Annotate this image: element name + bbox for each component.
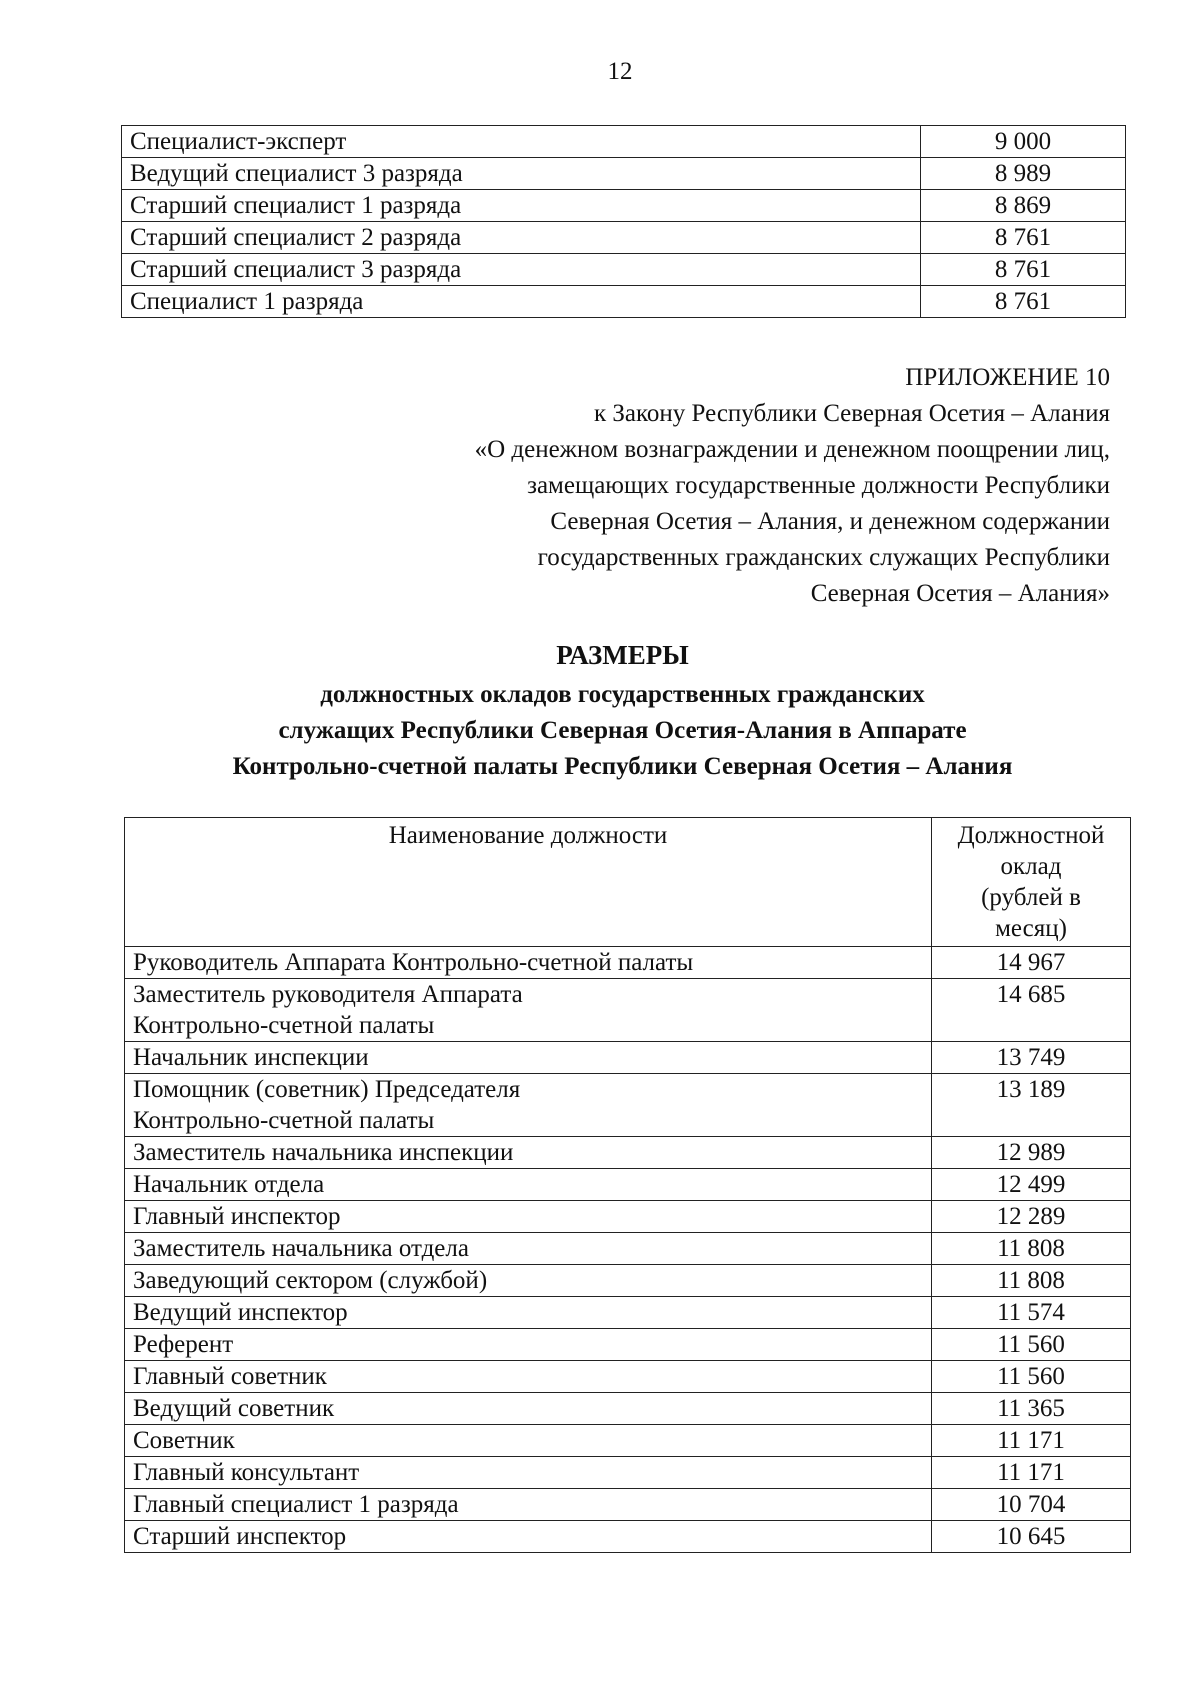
position-cell	[125, 1201, 932, 1233]
position-line: Главный инспектор	[133, 1203, 341, 1230]
salary-cell: 10 704	[932, 1489, 1131, 1521]
salary-cell: 13 189	[932, 1074, 1131, 1137]
table-row	[122, 158, 1126, 190]
header-salary-line: месяц)	[995, 915, 1067, 942]
position-cell: Ведущий специалист 3 разряда	[122, 158, 921, 190]
header-position: Наименование должности	[125, 818, 932, 947]
salary-cell: 8 761	[921, 286, 1126, 318]
salary-cell: 14 967	[932, 947, 1131, 979]
salary-cell: 11 171	[932, 1457, 1131, 1489]
title-heading: РАЗМЕРЫ	[556, 640, 689, 670]
table-row	[125, 1329, 1131, 1361]
table-row	[125, 1297, 1131, 1329]
header-salary-line: оклад	[1000, 853, 1062, 880]
salary-cell: 11 560	[932, 1361, 1131, 1393]
appendix-line: ПРИЛОЖЕНИЕ 10	[905, 364, 1110, 391]
position-cell	[125, 979, 932, 1042]
appendix-line: «О денежном вознаграждении и денежном поощрении лиц,	[474, 436, 1110, 463]
position-cell	[125, 1265, 932, 1297]
position-line: Главный консультант	[133, 1459, 360, 1486]
salary-cell: 8 761	[921, 222, 1126, 254]
table-row	[125, 1233, 1131, 1265]
top-salary-table	[121, 125, 1126, 318]
salary-cell: 11 574	[932, 1297, 1131, 1329]
title-line: Контрольно-счетной палаты Республики Северная Осетия – Алания	[232, 753, 1013, 780]
page-number: 12	[607, 58, 633, 85]
table-row	[125, 1265, 1131, 1297]
table-row	[125, 979, 1131, 1042]
position-cell	[125, 1074, 932, 1137]
table-row	[122, 126, 1126, 158]
appendix-line: замещающих государственные должности Республики	[527, 472, 1110, 499]
position-line: Главный специалист 1 разряда	[133, 1491, 459, 1518]
table-row	[125, 1393, 1131, 1425]
position-cell	[125, 1169, 932, 1201]
table-row	[125, 1042, 1131, 1074]
salary-cell: 14 685	[932, 979, 1131, 1042]
salary-cell: 12 499	[932, 1169, 1131, 1201]
table-row	[125, 1137, 1131, 1169]
position-cell	[125, 1521, 932, 1553]
position-line: Главный советник	[133, 1363, 327, 1390]
salary-cell: 11 808	[932, 1233, 1131, 1265]
header-salary-line: (рублей в	[981, 884, 1081, 911]
position-line: Начальник инспекции	[133, 1044, 369, 1071]
position-cell	[125, 1393, 932, 1425]
main-salary-table	[124, 817, 1131, 1553]
title-line: служащих Республики Северная Осетия-Алания в Аппарате	[278, 717, 967, 744]
position-line: Заместитель руководителя Аппарата	[133, 981, 523, 1008]
salary-cell: 12 289	[932, 1201, 1131, 1233]
appendix-line: государственных гражданских служащих Республики	[537, 544, 1110, 571]
salary-cell: 11 365	[932, 1393, 1131, 1425]
table-row	[122, 190, 1126, 222]
position-line: Начальник отдела	[133, 1171, 325, 1198]
position-cell: Специалист 1 разряда	[122, 286, 921, 318]
position-line: Референт	[133, 1331, 234, 1358]
salary-cell: 11 808	[932, 1265, 1131, 1297]
salary-cell: 13 749	[932, 1042, 1131, 1074]
position-line: Ведущий советник	[133, 1395, 335, 1422]
appendix-line: к Закону Республики Северная Осетия – Алания	[594, 400, 1110, 427]
salary-cell: 8 869	[921, 190, 1126, 222]
table-row	[125, 1201, 1131, 1233]
position-cell	[125, 1489, 932, 1521]
salary-cell: 12 989	[932, 1137, 1131, 1169]
position-cell	[125, 1361, 932, 1393]
salary-cell: 9 000	[921, 126, 1126, 158]
position-cell	[125, 1042, 932, 1074]
position-cell: Старший специалист 1 разряда	[122, 190, 921, 222]
position-line: Ведущий инспектор	[133, 1299, 348, 1326]
position-line: Контрольно-счетной палаты	[133, 1107, 435, 1134]
table-row	[125, 1074, 1131, 1137]
position-line: Советник	[133, 1427, 235, 1454]
table-row	[125, 1489, 1131, 1521]
table-row	[122, 286, 1126, 318]
appendix-reference	[350, 360, 1110, 612]
table-row	[125, 1361, 1131, 1393]
position-cell	[125, 1457, 932, 1489]
appendix-line: Северная Осетия – Алания»	[810, 580, 1110, 607]
appendix-line: Северная Осетия – Алания, и денежном содержании	[550, 508, 1110, 535]
position-line: Помощник (советник) Председателя	[133, 1076, 521, 1103]
position-cell	[125, 947, 932, 979]
table-header-row	[125, 818, 1131, 947]
table-row	[122, 222, 1126, 254]
header-salary-line: Должностной	[957, 822, 1105, 849]
position-line: Заведующий сектором (службой)	[133, 1267, 488, 1294]
table-row	[125, 1169, 1131, 1201]
position-cell	[125, 1233, 932, 1265]
position-line: Заместитель начальника отдела	[133, 1235, 469, 1262]
position-line: Руководитель Аппарата Контрольно-счетной палаты	[133, 949, 694, 976]
table-row	[122, 254, 1126, 286]
table-row	[125, 1457, 1131, 1489]
position-line: Контрольно-счетной палаты	[133, 1012, 435, 1039]
table-row	[125, 1425, 1131, 1457]
table-row	[125, 947, 1131, 979]
position-cell	[125, 1329, 932, 1361]
position-cell: Старший специалист 3 разряда	[122, 254, 921, 286]
salary-cell: 11 560	[932, 1329, 1131, 1361]
position-cell: Старший специалист 2 разряда	[122, 222, 921, 254]
salary-cell: 11 171	[932, 1425, 1131, 1457]
position-line: Заместитель начальника инспекции	[133, 1139, 514, 1166]
position-line: Старший инспектор	[133, 1523, 347, 1550]
table-row	[125, 1521, 1131, 1553]
position-cell: Специалист-эксперт	[122, 126, 921, 158]
salary-cell: 10 645	[932, 1521, 1131, 1553]
position-cell	[125, 1137, 932, 1169]
salary-cell: 8 989	[921, 158, 1126, 190]
header-salary	[932, 818, 1131, 947]
document-title	[130, 637, 1115, 785]
position-cell	[125, 1425, 932, 1457]
salary-cell: 8 761	[921, 254, 1126, 286]
title-line: должностных окладов государственных гражданских	[320, 681, 925, 708]
position-cell	[125, 1297, 932, 1329]
